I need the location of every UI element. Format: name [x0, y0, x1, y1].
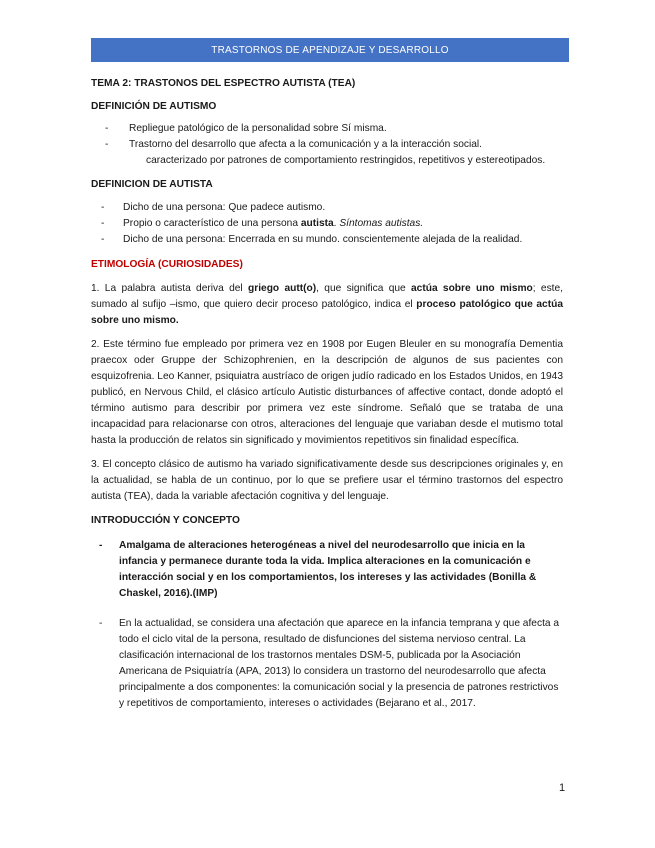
etimologia-paragraph-3: 3. El concepto clásico de autismo ha variado significativamente desde sus descripciones originales y, en la actualidad, se habla de un continuo, por lo que se prefiere usar el término trastornos del espectro autista (TEA), dada la variable afectación cognitiva y del lenguaje.: [91, 459, 563, 502]
etimologia-paragraph-2: 2. Este término fue empleado por primera vez en 1908 por Eugen Bleuler en su monografía Dementia praecox oder Gruppe der Schizophrenien, en la descripción de algunos de sus pacientes con esquizofrenia. Leo Kanner, psiquiatra austríaco de origen judío radicado en los Estados Unidos, en 1943 publicó, en Nervous Child, el clásico artículo Autistic disturbances of affective contact, donde adoptó el término autismo para describir por primera vez este síndrome. Señaló que se trataba de una incapacidad para relacionarse con otros, alteraciones del lenguaje que variaban desde el mutismo total hasta la producción de relatos sin significado y movimientos repetitivos sin finalidad específica.: [91, 339, 563, 446]
etimologia-heading: ETIMOLOGÍA (CURIOSIDADES): [91, 259, 243, 270]
list-item: - Amalgama de alteraciones heterogéneas a nivel del neurodesarrollo que inicia en la infancia y permanece durante toda la vida. Implica alteraciones en la comunicación e interacción social y en los comportamientos, los intereses y las actividades (Bonilla & Chaskel, 2016).(IMP): [99, 540, 537, 599]
definicion-autismo-heading: DEFINICIÓN DE AUTISMO: [91, 101, 217, 112]
list-item: - En la actualidad, se considera una afectación que aparece en la infancia temprana y que afecta a todo el ciclo vital de la persona, resultado de disfunciones del sistema nervioso central. La clasificación internacional de los trastornos mentales DSM-5, publicada por la Asociación Americana de Psiquiatría (APA, 2013) lo considera un trastorno del neurodesarrollo que afecta principalmente a dos componentes: la comunicación social y la presencia de patrones restrictivos y repetitivos de comportamiento, intereses o actividades (Bejarano et al., 2017.: [99, 618, 560, 709]
introduccion-list: [91, 538, 563, 712]
header-title: TRASTORNOS DE APENDIZAJE Y DESARROLLO: [211, 44, 449, 56]
document-header-bar: [91, 38, 569, 62]
etimologia-paragraph-1: 1. La palabra autista deriva del griego autt(o), que significa que actúa sobre uno mismo; este, sumado al sufijo –ismo, que quiero decir proceso patológico, indica el proceso patológico que actúa sobre uno mismo.: [91, 283, 564, 326]
list-item: - Repliegue patológico de la personalidad sobre Sí misma.: [105, 123, 387, 134]
list-item: - Trastorno del desarrollo que afecta a la comunicación y a la interacción social.: [105, 139, 482, 150]
list-item: - Propio o característico de una persona autista. Síntomas autistas.: [101, 218, 424, 229]
introduccion-heading: INTRODUCCIÓN Y CONCEPTO: [91, 515, 240, 526]
tema-title: TEMA 2: TRASTONOS DEL ESPECTRO AUTISTA (TEA): [91, 78, 356, 89]
list-item-continuation: caracterizado por patrones de comportamiento restringidos, repetitivos y estereotipados.: [146, 155, 546, 166]
definicion-autista-list: [91, 200, 563, 248]
page-number: 1: [559, 782, 566, 794]
document-body: [91, 76, 563, 712]
list-item: - Dicho de una persona: Que padece autismo.: [101, 202, 326, 213]
definicion-autista-heading: DEFINICION DE AUTISTA: [91, 179, 213, 190]
list-item: - Dicho de una persona: Encerrada en su mundo. conscientemente alejada de la realidad.: [101, 234, 523, 245]
definicion-autismo-list: [91, 121, 563, 169]
